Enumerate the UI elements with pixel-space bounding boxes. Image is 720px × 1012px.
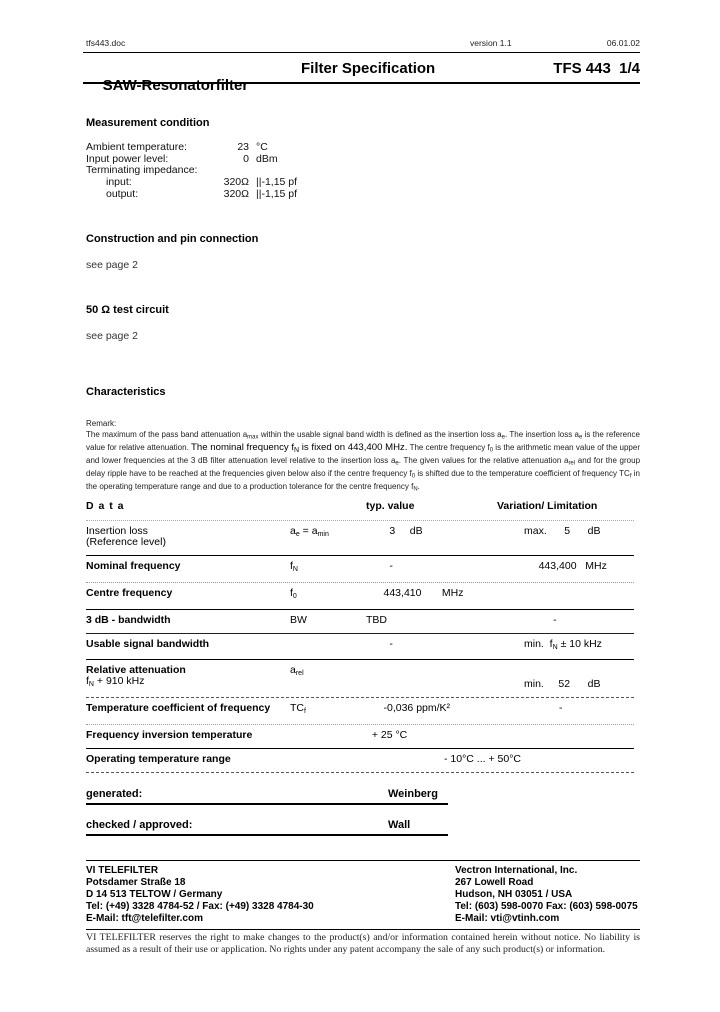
- checked-approved-label: checked / approved:: [86, 819, 193, 831]
- variation-limitation-cell: min. 52 dB: [524, 678, 601, 690]
- parameter-symbol-cell: f0: [290, 586, 297, 600]
- data-table-row: [86, 521, 634, 556]
- data-table-header-data: D a t a: [86, 500, 125, 512]
- measurement-unit: °C: [256, 141, 268, 153]
- parameter-symbol-cell: [290, 730, 366, 741]
- parameter-name-cell: Operating temperature range: [86, 752, 231, 765]
- generated-name: Weinberg: [388, 788, 438, 800]
- construction-heading: Construction and pin connection: [86, 233, 259, 245]
- footer-right-line: 267 Lowell Road: [455, 877, 534, 888]
- parameter-name-cell: Temperature coefficient of frequency: [86, 702, 271, 714]
- measurement-condition-heading: Measurement condition: [86, 117, 210, 129]
- measurement-label: Ambient temperature:: [86, 141, 187, 153]
- remark-label: Remark:: [86, 419, 117, 428]
- measurement-row: [86, 177, 640, 189]
- measurement-value: 320Ω: [223, 176, 249, 189]
- parameter-symbol-cell: fN: [290, 560, 298, 573]
- remark-paragraph: The maximum of the pass band attenuation amax within the usable signal band width is defined as the insertion loss ae. The insertion loss ae is the reference value for relative attenuation. The nominal frequency fN is fixed on 443,400 MHz. The centre frequency f0 is the arithmetic mean value of the upper and lower frequencies at the 3 dB filter attenuation level relative to the insertion loss ae. The given values for the relative attenuation arel and for the group delay ripple have to be reached at the frequencies given below also if the centre frequency f0 is shifted due to the temperature coefficient of frequency TCf in the operating temperature range and due to a production tolerance for the centre frequency fN.: [86, 430, 641, 493]
- generated-label: generated:: [86, 788, 143, 800]
- signoff-section: [86, 788, 448, 850]
- parameter-symbol-cell: [290, 639, 366, 653]
- measurement-value: 23: [237, 141, 249, 153]
- footer-left-line: E-Mail: tft@telefilter.com: [86, 913, 203, 924]
- parameter-symbol-cell: [290, 754, 366, 765]
- variation-limitation-cell: -: [524, 613, 557, 626]
- measurement-label: Terminating impedance:: [86, 164, 198, 177]
- measurement-condition-rows: [86, 142, 640, 201]
- footer-contact-block: [86, 860, 640, 925]
- document-version: version 1.1: [470, 38, 512, 48]
- footer-right-line: Hudson, NH 03051 / USA: [455, 889, 573, 900]
- variation-limitation-cell: max. 5 dB: [524, 525, 601, 537]
- footer-right-line: Vectron International, Inc.: [455, 865, 578, 876]
- footer-section: [86, 860, 640, 955]
- test-circuit-section: [86, 304, 169, 342]
- checked-approved-row: [86, 819, 448, 836]
- measurement-unit: dBm: [256, 152, 278, 165]
- checked-approved-name: Wall: [388, 819, 411, 831]
- parameter-name-cell: Usable signal bandwidth: [86, 637, 210, 650]
- measurement-value: 0: [243, 152, 249, 165]
- parameter-symbol-cell: BW: [290, 613, 307, 626]
- footer-company-left: [86, 865, 455, 925]
- construction-section: [86, 233, 258, 271]
- parameter-name-cell: Relative attenuation fN + 910 kHz: [86, 664, 186, 688]
- data-table-body: [86, 521, 634, 773]
- characteristics-section: [86, 386, 640, 495]
- document-filename: tfs443.doc: [86, 38, 126, 48]
- typical-value-cell: + 25 °C: [366, 728, 408, 741]
- test-circuit-note: see page 2: [86, 330, 138, 342]
- document-date: 06.01.02: [606, 38, 640, 48]
- typical-value-cell: -: [366, 637, 393, 650]
- parameter-name-cell: Nominal frequency: [86, 560, 181, 572]
- parameter-symbol-cell: arel: [290, 664, 304, 677]
- data-table-row: [86, 610, 634, 634]
- measurement-value: 320Ω: [223, 187, 249, 200]
- parameter-name-cell: Insertion loss (Reference level): [86, 525, 166, 548]
- footer-disclaimer: VI TELEFILTER reserves the right to make changes to the product(s) and/or information contained herein without notice. No liability is assumed as a result of their use or application. No rights under any patent accompany the sale of any such product(s) or information.: [86, 932, 640, 955]
- variation-limitation-cell: min. fN ± 10 kHz: [524, 637, 602, 651]
- footer-right-line: Tel: (603) 598-0070 Fax: (603) 598-0075: [455, 901, 638, 912]
- document-meta-row: [86, 38, 640, 48]
- measurement-unit: ||-1,15 pf: [256, 187, 298, 200]
- typical-value-cell: -0,036 ppm/K²: [366, 702, 451, 714]
- header-divider-top: [83, 52, 640, 53]
- footer-divider: [86, 929, 640, 930]
- header-divider-bottom: [83, 82, 640, 84]
- parameter-name-cell: 3 dB - bandwidth: [86, 613, 171, 626]
- variation-limitation-cell: -: [524, 702, 563, 714]
- data-table-row: [86, 698, 634, 725]
- typical-value-cell: [366, 665, 486, 690]
- parameter-symbol-cell: ae = amin: [290, 525, 329, 538]
- variation-limitation-cell: 443,400 MHz: [524, 560, 607, 572]
- parameter-name-cell: Centre frequency: [86, 586, 173, 599]
- product-family-title: SAW-Resonatorfilter: [102, 77, 249, 94]
- generated-row: [86, 788, 448, 805]
- typical-value-cell: TBD: [366, 613, 387, 626]
- parameter-symbol-cell: TCf: [290, 702, 306, 715]
- data-table-row: [86, 660, 634, 698]
- measurement-unit: ||-1,15 pf: [256, 176, 298, 189]
- data-table-row: [86, 749, 634, 773]
- data-table-row: [86, 556, 634, 583]
- footer-left-line: Tel: (+49) 3328 4784-52 / Fax: (+49) 3328 4784-30: [86, 901, 314, 912]
- data-table: [86, 501, 634, 773]
- measurement-unit: [249, 165, 640, 177]
- part-number-page: TFS 443 1/4: [553, 60, 640, 77]
- footer-left-line: D 14 513 TELTOW / Germany: [86, 889, 223, 900]
- parameter-wide-value-cell: - 10°C ... + 50°C: [444, 752, 521, 765]
- footer-right-line: E-Mail: vti@vtinh.com: [455, 913, 560, 924]
- footer-company-right: [455, 865, 640, 925]
- construction-note: see page 2: [86, 259, 138, 271]
- data-table-row: [86, 725, 634, 749]
- parameter-name-cell: Frequency inversion temperature: [86, 728, 253, 741]
- measurement-label: output:: [106, 187, 139, 200]
- typical-value-cell: -: [366, 560, 393, 572]
- test-circuit-heading: 50 Ω test circuit: [86, 304, 169, 316]
- footer-left-line: Potsdamer Straße 18: [86, 877, 186, 888]
- document-type-title: Filter Specification: [301, 60, 436, 77]
- data-table-header-typ: typ. value: [366, 500, 415, 512]
- measurement-row: [86, 142, 640, 154]
- footer-left-line: VI TELEFILTER: [86, 865, 159, 876]
- typical-value-cell: 443,410 MHz: [366, 586, 464, 599]
- typical-value-cell: 3 dB: [366, 525, 423, 537]
- characteristics-heading: Characteristics: [86, 386, 166, 398]
- measurement-row: [86, 165, 640, 177]
- data-table-row: [86, 583, 634, 610]
- data-table-header-symbol: [290, 501, 366, 512]
- data-table-header-row: [86, 501, 634, 521]
- data-table-row: [86, 634, 634, 661]
- measurement-condition-section: [86, 117, 640, 201]
- measurement-label: input:: [106, 176, 132, 189]
- variation-limitation-cell: [486, 588, 634, 602]
- measurement-row: [86, 189, 640, 201]
- variation-limitation-cell: [486, 730, 634, 741]
- data-table-header-variation: Variation/ Limitation: [497, 500, 598, 512]
- measurement-label: Input power level:: [86, 152, 169, 165]
